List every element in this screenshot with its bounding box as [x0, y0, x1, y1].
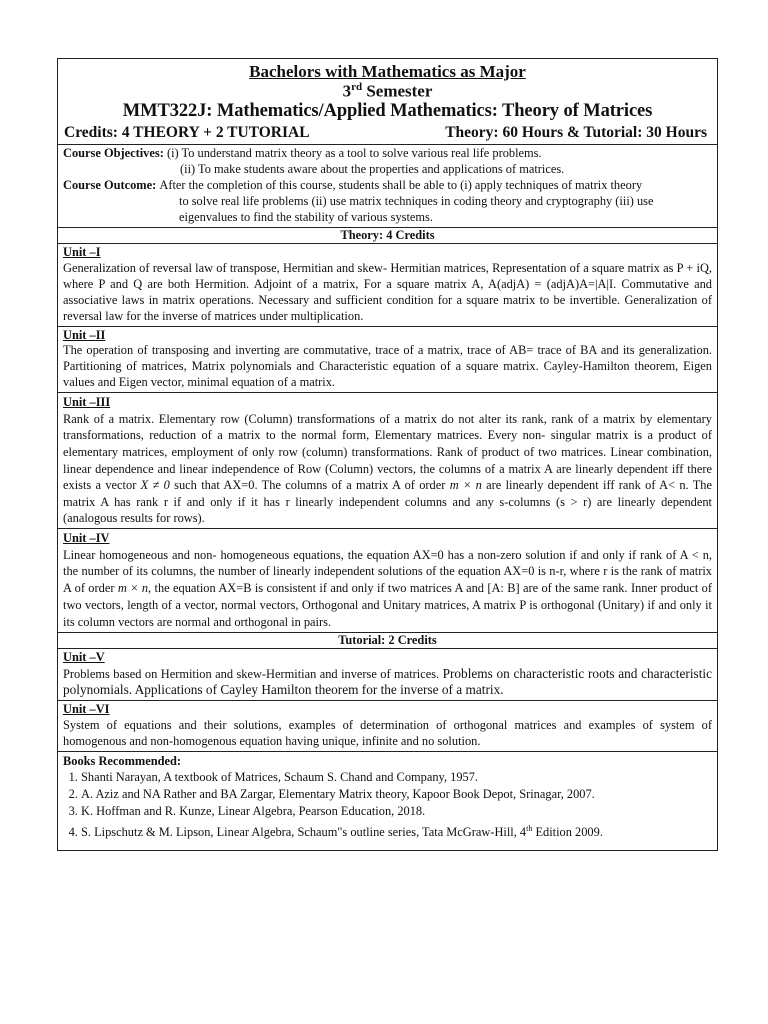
- unit-5-text: Problems based on Hermition and skew-Hermitian and inverse of matrices. Problems on characteristic roots and characteristic polynomials. Applications of Cayley Hamilton theorem for the inverse of a matrix.: [63, 665, 712, 698]
- unit-1-title: Unit –I: [63, 244, 101, 259]
- book-4: 4. S. Lipschutz & M. Lipson, Linear Algebra, Schaum"s outline series, Tata McGraw-Hill, 4th Edition 2009.: [81, 820, 712, 841]
- outcome-label: Course Outcome:: [63, 178, 157, 193]
- unit-3-text: Rank of a matrix. Elementary row (Column) transformations of a matrix do not alter its rank, rank of a matrix by elementary transformations, reduction of a matrix to the normal form, Elementary matrices. Every non- singular matrix is a product of elementary matrices, employment of only row (column) transformations. Rank of product of two matrices. Linear combination, linear dependence and linear independence of Row (Column) vectors, the columns of a matrix A are linearly dependent iff there exists a vector X ≠ 0 such that AX=0. The columns of a matrix A of order m × n are linearly dependent iff rank of A< n. The matrix A has rank r if and only if it has r linearly independent columns and any s-columns (s > r) are linearly dependent (analogous results for rows).: [63, 411, 712, 526]
- unit-3-title: Unit –III: [63, 395, 111, 410]
- outcome-line-2: to solve real life problems (ii) use matrix techniques in coding theory and cryptography (iii) use: [179, 194, 654, 209]
- math-m-by-n: m × n: [117, 581, 149, 596]
- books-list: [63, 769, 712, 841]
- objective-2: (ii) To make students aware about the properties and applications of matrices.: [180, 162, 565, 177]
- credits-left: Credits: 4 THEORY + 2 TUTORIAL: [64, 124, 310, 142]
- book-3: 3. K. Hoffman and R. Kunze, Linear Algebra, Pearson Education, 2018.: [81, 803, 712, 820]
- course-title: MMT322J: Mathematics/Applied Mathematics: Theory of Matrices: [122, 100, 653, 121]
- math-x-ne-0: X ≠ 0: [140, 478, 170, 493]
- unit-4-title: Unit –IV: [63, 530, 110, 545]
- math-m-by-n: m × n: [449, 478, 482, 493]
- unit-5-title: Unit –V: [63, 649, 105, 664]
- books-section: [58, 751, 717, 842]
- unit-5: [58, 648, 717, 701]
- unit-6-text: System of equations and their solutions, examples of determination of orthogonal matrices and examples of system of homogenous and non-homogenous equation having unique, infinite and no solution.: [63, 718, 712, 749]
- unit-1-text: Generalization of reversal law of transpose, Hermitian and skew- Hermitian matrices, Representation of a square matrix as P + iQ, where P and Q are both Hermition. Adjoint of a matrix, For a square matrix A, A(adjA) = (adjA)A=|A|I. Commutative and associative laws in matrix operations. Necessary and sufficient condition for a square matrix to be invertible. Generalization of reversal law for the inverse of matrices under multiplication.: [63, 260, 712, 323]
- objectives-section: [58, 144, 717, 227]
- book-2: 2. A. Aziz and NA Rather and BA Zargar, Elementary Matrix theory, Kapoor Book Depot, Srinagar, 2007.: [81, 786, 712, 803]
- unit-3: [58, 392, 717, 528]
- credits-right: Theory: 60 Hours & Tutorial: 30 Hours: [445, 124, 707, 142]
- program-title: Bachelors with Mathematics as Major: [249, 62, 526, 81]
- syllabus-table: [57, 58, 718, 851]
- objectives-label: Course Objectives:: [63, 146, 164, 161]
- books-title: Books Recommended:: [63, 754, 182, 769]
- unit-1: [58, 243, 717, 326]
- credits-row: [58, 122, 717, 144]
- header: [58, 59, 717, 121]
- tutorial-credits-title: Tutorial: 2 Credits: [58, 632, 717, 648]
- outcome-line-3: eigenvalues to find the stability of various systems.: [179, 210, 433, 225]
- unit-2-title: Unit –II: [63, 327, 106, 342]
- semester-title: 3rd Semester: [342, 81, 433, 101]
- unit-4: [58, 528, 717, 632]
- unit-6-title: Unit –VI: [63, 702, 110, 717]
- unit-6: [58, 700, 717, 751]
- unit-2-text: The operation of transposing and inverting are commutative, trace of a matrix, trace of AB= trace of BA and its generalization. Partitioning of matrices, Matrix polynomials and Characteristic equation of a square matrix. Cayley-Hamilton theorem, Eigen values and Eigen vector, minimal equation of a matrix.: [63, 343, 712, 390]
- unit-2: [58, 326, 717, 393]
- objective-1: (i) To understand matrix theory as a tool to solve various real life problems.: [166, 146, 542, 161]
- theory-credits-title: Theory: 4 Credits: [58, 227, 717, 243]
- unit-4-text: Linear homogeneous and non- homogeneous equations, the equation AX=0 has a non-zero solution if and only if rank of A < n, the number of its columns, the number of linearly independent solutions of the equation AX=0 is n-r, where r is the rank of matrix A of order m × n, the equation AX=B is consistent if and only if two matrices A and [A: B] are of the same rank. Inner product of two vectors, length of a vector, normal vectors, Orthogonal and Unitary matrices, A matrix P is orthogonal (Unitary) if and only it its column vectors are normal and orthogonal in pairs.: [63, 547, 712, 629]
- book-1: 1. Shanti Narayan, A textbook of Matrices, Schaum S. Chand and Company, 1957.: [81, 769, 712, 786]
- outcome-line-1: After the completion of this course, students shall be able to (i) apply techniques of matrix theory: [159, 178, 643, 193]
